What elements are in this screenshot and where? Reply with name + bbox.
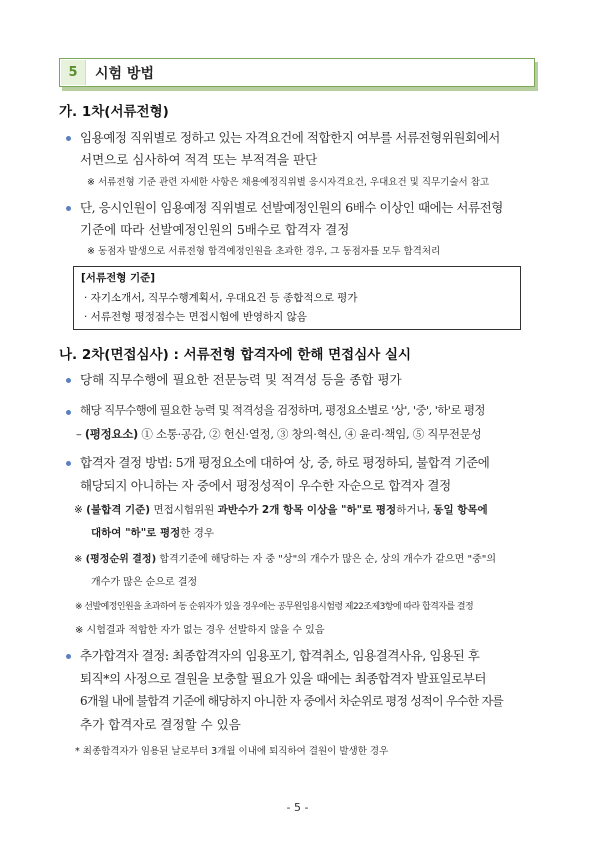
section-number: 5: [61, 60, 86, 85]
note-mark: ※: [74, 554, 86, 565]
fail-criteria-line2-rest: 한 경우: [180, 527, 215, 539]
part-b-b2-line1: 해당 직무수행에 필요한 능력 및 적격성을 검정하며, 평정요소별로 '상', '중', '하'로 평정: [80, 403, 485, 417]
part-a-heading: 가. 1차(서류전형): [59, 104, 169, 120]
section-header-box: [59, 58, 535, 87]
section-title: 시험 방법: [95, 66, 154, 82]
part-a-b1-line2: 서면으로 심사하여 적격 또는 부적격을 판단: [80, 152, 318, 167]
criteria-title: [서류전형 기준]: [81, 272, 156, 284]
part-b-b1: 당해 직무수행에 필요한 전문능력 및 적격성 등을 종합 평가: [80, 372, 402, 387]
rating-factors-label: (평정요소): [84, 427, 138, 441]
part-b-b4-line3: 6개월 내에 불합격 기준에 해당하지 아니한 자 중에서 차순위로 평정 성적이 우수한 자를: [80, 694, 504, 708]
part-b-b4-line1: 추가합격자 결정: 최종합격자의 임용포기, 합격취소, 임용결격사유, 임용된 후: [80, 648, 480, 663]
page-number: - 5 -: [286, 801, 309, 814]
rank-rule-label: (평정순위 결정): [85, 554, 157, 565]
part-b-note3: ※ 선발예정인원을 초과하여 동 순위자가 있을 경우에는 공무원임용시험령 제22조제3항에 따라 합격자를 결정: [75, 602, 474, 612]
rank-rule-line1: [74, 550, 496, 565]
criteria-box: [73, 266, 521, 330]
fail-criteria-line1: [74, 502, 488, 517]
fail-criteria-text: 면접시험위원: [150, 504, 218, 516]
note-mark: ※: [74, 504, 87, 516]
fail-criteria-bold1: 과반수가 2개 항목 이상을 "하"로 평정: [217, 504, 397, 516]
part-b-note4: ※ 시험결과 적합한 자가 없는 경우 선발하지 않을 수 있음: [75, 625, 325, 636]
fail-criteria-label: (불합격 기준): [86, 504, 151, 516]
fail-criteria-line2: [91, 525, 214, 540]
part-b-heading: 나. 2차(면접심사) : 서류전형 합격자에 한해 면접심사 실시: [59, 347, 412, 363]
rating-factors-list: ① 소통·공감, ② 헌신·열정, ③ 창의·혁신, ④ 윤리·책임, ⑤ 직무전문성: [137, 427, 482, 441]
part-b-b3-line2: 해당되지 아니하는 자 중에서 평정성적이 우수한 자순으로 합격자 결정: [80, 478, 451, 493]
section-header: [59, 58, 537, 90]
bullet-icon: [66, 410, 71, 415]
rank-rule-line2: 개수가 많은 순으로 결정: [91, 577, 198, 588]
bullet-icon: [66, 654, 71, 659]
bullet-icon: [66, 206, 71, 211]
part-b-b4-line2: 퇴직*의 사정으로 결원을 보충할 필요가 있을 때에는 최종합격자 발표일로부터: [80, 671, 486, 686]
part-b-b4-line4: 추가 합격자로 결정할 수 있음: [80, 717, 241, 732]
part-a-note1: ※ 서류전형 기준 관련 자세한 사항은 채용예정직위별 응시자격요건, 우대요건 및 직무기술서 참고: [87, 177, 490, 188]
criteria-item: · 자기소개서, 직무수행계획서, 우대요건 등 종합적으로 평가: [84, 292, 358, 304]
bullet-icon: [66, 136, 71, 141]
bullet-icon: [66, 461, 71, 466]
footnote: * 최종합격자가 임용된 날로부터 3개월 이내에 퇴직하여 결원이 발생한 경우: [75, 746, 389, 757]
bullet-icon: [66, 378, 71, 383]
criteria-item: · 서류전형 평정점수는 면접시험에 반영하지 않음: [84, 311, 307, 323]
part-a-b1-line1: 임용예정 직위별로 정하고 있는 자격요건에 적합한지 여부를 서류전형위원회에서: [80, 130, 500, 145]
rank-rule-text: 합격기준에 해당하는 자 중 "상"의 개수가 많은 순, 상의 개수가 같으면 "중"의: [156, 554, 497, 565]
part-a-b2-line2: 기준에 따라 선발예정인원의 5배수로 합격자 결정: [80, 222, 350, 237]
fail-criteria-bold2: 동일 항목에: [433, 504, 488, 516]
fail-criteria-line2-bold: 대하여 "하"로 평정: [91, 527, 181, 539]
part-a-b2-line1: 단, 응시인원이 임용예정 직위별로 선발예정인원의 6배수 이상인 때에는 서류전형: [80, 200, 503, 215]
fail-criteria-text2: 하거나,: [396, 504, 434, 516]
dash-prefix: –: [76, 427, 85, 441]
part-b-b3-line1: 합격자 결정 방법: 5개 평정요소에 대하여 상, 중, 하로 평정하되, 불합격 기준에: [80, 455, 490, 470]
part-a-note2: ※ 동점자 발생으로 서류전형 합격예정인원을 초과한 경우, 그 동점자를 모두 합격처리: [87, 246, 441, 257]
part-b-b2-line2: [76, 426, 481, 442]
